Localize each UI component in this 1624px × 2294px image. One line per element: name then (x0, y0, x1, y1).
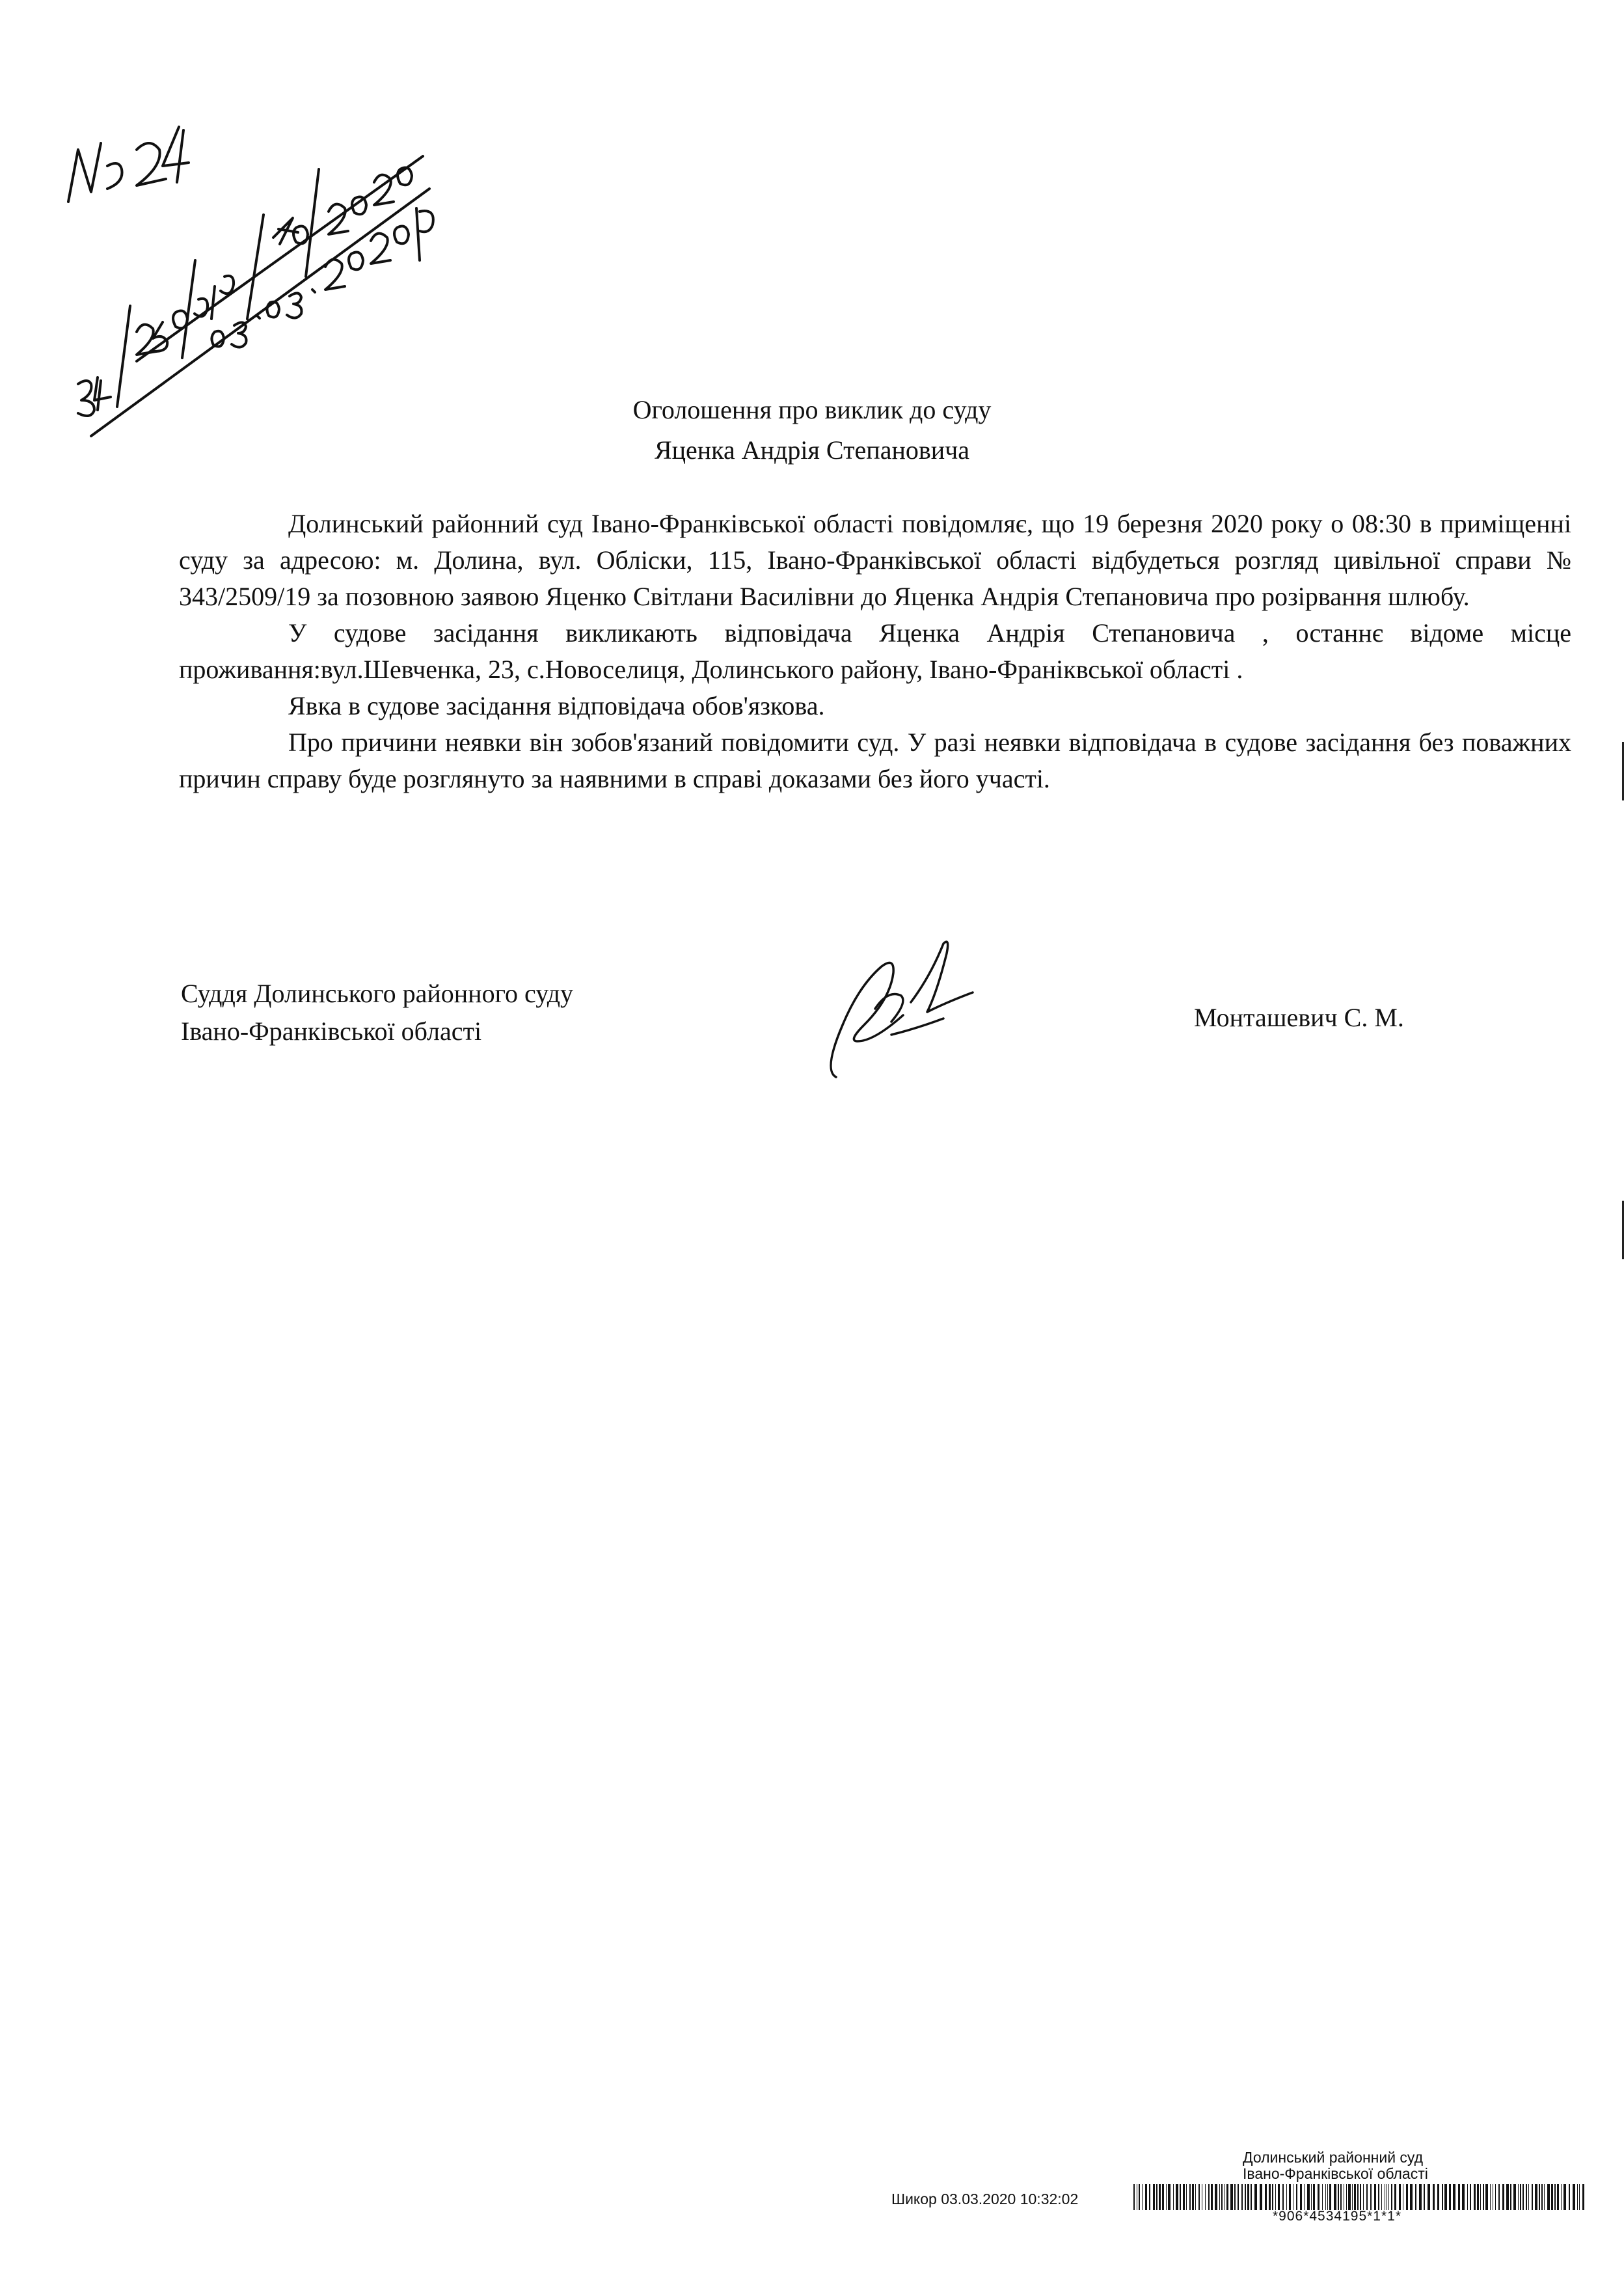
judge-position-line1: Суддя Долинського районного суду (181, 979, 574, 1008)
paragraph-attendance-mandatory: Явка в судове засідання відповідача обов'язкова. (288, 691, 825, 720)
notice-title: Оголошення про виклик до суду (632, 395, 992, 424)
summoned-person-name: Яценка Андрія Степановича (654, 435, 970, 465)
notice-body (179, 506, 1571, 797)
barcode-code: *906*4534195*1*1* (1273, 2209, 1402, 2224)
registration-stamp (891, 2148, 1588, 2278)
paragraph-defendant-summons: У судове засідання викликають відповідача Яценка Андрія Степановича , останнє відоме місце проживання:вул.Шевченка, 23, с.Новоселиця, Долинського району, Івано-Франіквської області . (179, 618, 1571, 684)
stamp-registry-line: Шикор 03.03.2020 10:32:02 (891, 2191, 1079, 2207)
judge-position-line2: Івано-Франківської області (181, 1017, 482, 1046)
barcode (1132, 2184, 1588, 2210)
paragraph-absence-consequences: Про причини неявки він зобов'язаний повідомити суд. У разі неявки відповідача в судове засідання без поважних причин справу буде розглянуто за наявними в справі доказами без його участі. (179, 728, 1571, 793)
handwritten-signature (813, 937, 995, 1093)
judge-position (181, 975, 573, 1050)
paragraph-hearing-details: Долинський районний суд Івано-Франківської області повідомляє, що 19 березня 2020 року о 08:30 в приміщенні суду за адресою: м. Долина, вул. Обліски, 115, Івано-Франківської області відбудеться розгляд цивільної справи № 343/2509/19 за позовною заявою Яценко Світлани Василівни до Яценка Андрія Степановича про розірвання шлюбу. (179, 509, 1571, 611)
judge-name: Монташевич С. М. (1194, 1003, 1404, 1032)
stamp-court-name: Долинський районний суд Івано-Франківської області (1243, 2149, 1428, 2182)
